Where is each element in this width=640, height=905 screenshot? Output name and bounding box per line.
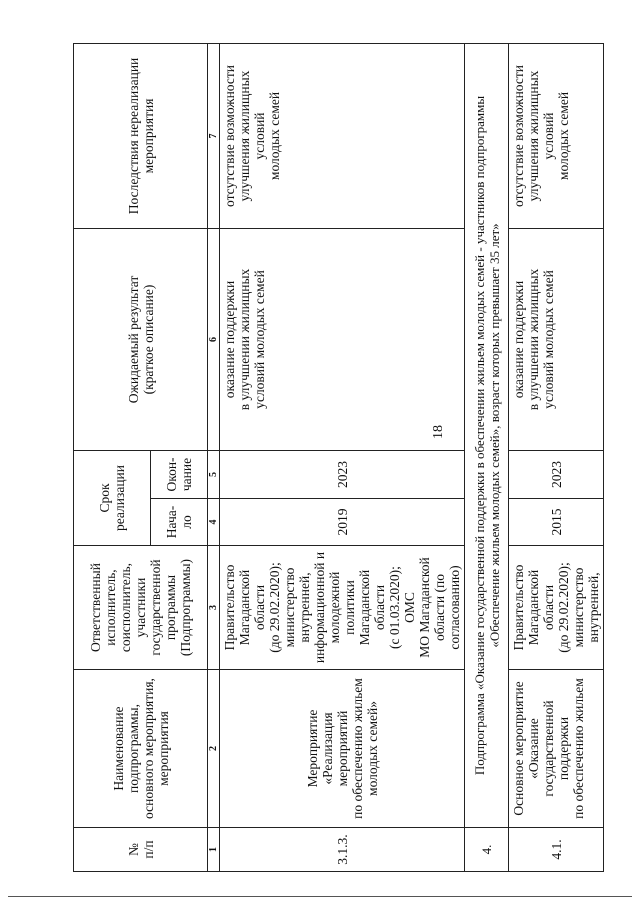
row-start: 2019 xyxy=(220,499,465,546)
cell-line: оказание поддержки xyxy=(511,280,526,399)
cell-line: государственной xyxy=(541,700,556,797)
cell-line: условий молодых семей xyxy=(541,270,556,409)
header-result xyxy=(74,228,208,450)
row-consequence xyxy=(220,43,465,228)
row-result xyxy=(220,228,465,450)
cell-line: в улучшении жилищных xyxy=(237,268,252,411)
index-cell: 4 xyxy=(208,499,220,546)
cell-line: условий молодых семей xyxy=(252,270,267,409)
row-start: 2015 xyxy=(509,499,604,546)
subprogram-row xyxy=(465,43,509,871)
row-name xyxy=(220,670,465,828)
cell-line: № xyxy=(125,843,141,856)
index-cell: 5 xyxy=(208,450,220,498)
cell-line: (до 29.02.2020); xyxy=(556,562,571,653)
cell-line: Нача- xyxy=(164,505,179,539)
cell-line: по обеспечению жильем xyxy=(571,678,586,819)
cell-line: Мероприятие xyxy=(304,709,320,788)
header-consequence xyxy=(74,43,208,228)
cell-line: молодежной xyxy=(327,571,342,644)
activities-table xyxy=(73,43,604,872)
header-executor xyxy=(74,546,208,670)
cell-line: Последствия нереализации xyxy=(125,57,141,215)
cell-line: министерство xyxy=(282,567,297,648)
header-name xyxy=(74,670,208,828)
header-start xyxy=(151,499,208,546)
row-name xyxy=(509,670,604,828)
header-no xyxy=(74,828,208,872)
cell-line: поддержки xyxy=(556,716,571,781)
cell-line: области (по xyxy=(432,574,447,641)
cell-line: отсутствие возможности xyxy=(222,64,237,207)
header-row-1 xyxy=(74,43,151,871)
cell-line: реализации xyxy=(112,465,127,531)
subprogram-no: 4. xyxy=(465,828,509,872)
cell-line: ло xyxy=(179,515,194,529)
cell-line: Окон- xyxy=(164,457,179,492)
index-cell: 7 xyxy=(208,43,220,228)
cell-line: (с 01.03.2020); ОМС xyxy=(387,566,417,649)
index-cell: 2 xyxy=(208,670,220,828)
cell-line: участники xyxy=(133,577,148,638)
cell-line: п/п xyxy=(140,840,156,859)
cell-line: (Подпрограммы) xyxy=(178,558,193,657)
cell-line: Наименование xyxy=(110,706,126,791)
cell-line: информационной и xyxy=(312,551,327,664)
cell-line: Магаданской области xyxy=(526,569,556,646)
cell-line: (краткое описание) xyxy=(140,284,156,395)
cell-line: программы xyxy=(163,574,178,641)
cell-line: политики xyxy=(342,580,357,635)
cell-line: молодых семей xyxy=(267,91,282,181)
table-row xyxy=(509,43,604,871)
cell-line: молодых семей xyxy=(556,91,571,181)
cell-line: государственной xyxy=(148,559,163,656)
cell-line: улучшения жилищных условий xyxy=(526,70,556,202)
cell-line: МО Магаданской xyxy=(417,557,432,658)
cell-line: мероприятия xyxy=(155,711,171,786)
cell-line: «Обеспечение жильем молодых семей», возраст которых превышает 35 лет» xyxy=(486,223,502,648)
cell-line: Магаданской области xyxy=(237,569,267,646)
cell-line: Ответственный xyxy=(88,563,103,652)
cell-line: оказание поддержки xyxy=(222,280,237,399)
index-cell: 1 xyxy=(208,828,220,872)
cell-line: мероприятия xyxy=(140,98,156,174)
cell-line: подпрограммы, xyxy=(125,704,141,793)
page-number: 18 xyxy=(431,425,446,439)
cell-line: (до 29.02.2020); xyxy=(267,562,282,653)
subprogram-title xyxy=(465,43,509,827)
header-term xyxy=(74,450,151,545)
index-row xyxy=(208,43,220,871)
cell-line: соисполнитель, xyxy=(118,562,133,653)
row-result xyxy=(509,228,604,450)
cell-line: исполнитель, xyxy=(103,569,118,646)
cell-line: Подпрограмма «Оказание государственной поддержки в обеспечении жильем молодых семей - участников подпрограммы xyxy=(471,95,487,776)
cell-line: Ожидаемый результат xyxy=(125,275,141,404)
rotated-table-page xyxy=(73,44,601,872)
cell-line: в улучшении жилищных xyxy=(526,268,541,411)
cell-line: улучшения жилищных условий xyxy=(237,70,267,202)
cell-line: Правительство xyxy=(222,564,237,651)
cell-line: основного мероприятия, xyxy=(140,678,156,819)
cell-line: Правительство xyxy=(511,564,526,651)
footer-rule xyxy=(8,896,632,897)
row-executor xyxy=(509,546,604,670)
table-row xyxy=(220,43,465,871)
cell-line: «Реализация мероприятий xyxy=(319,710,350,787)
row-no: 4.1. xyxy=(509,828,604,872)
cell-line: согласованию) xyxy=(447,565,462,650)
cell-line: Срок xyxy=(97,483,112,513)
header-end xyxy=(151,450,208,498)
cell-line: внутренней, xyxy=(586,572,601,643)
cell-line: министерство xyxy=(571,567,586,648)
index-cell: 3 xyxy=(208,546,220,670)
cell-line: чание xyxy=(179,457,194,492)
cell-line: отсутствие возможности xyxy=(511,64,526,207)
cell-line: Основное мероприятие xyxy=(511,681,526,816)
cell-line: молодых семей» xyxy=(364,701,380,796)
cell-line: по обеспечению жильем xyxy=(349,678,365,819)
cell-line: Магаданской области xyxy=(357,569,387,646)
row-consequence xyxy=(509,43,604,228)
row-end: 2023 xyxy=(509,450,604,498)
row-executor xyxy=(220,546,465,670)
row-no: 3.1.3. xyxy=(220,828,465,872)
cell-line: внутренней, xyxy=(297,572,312,643)
row-end: 2023 xyxy=(220,450,465,498)
cell-line: «Оказание xyxy=(526,718,541,779)
index-cell: 6 xyxy=(208,228,220,450)
